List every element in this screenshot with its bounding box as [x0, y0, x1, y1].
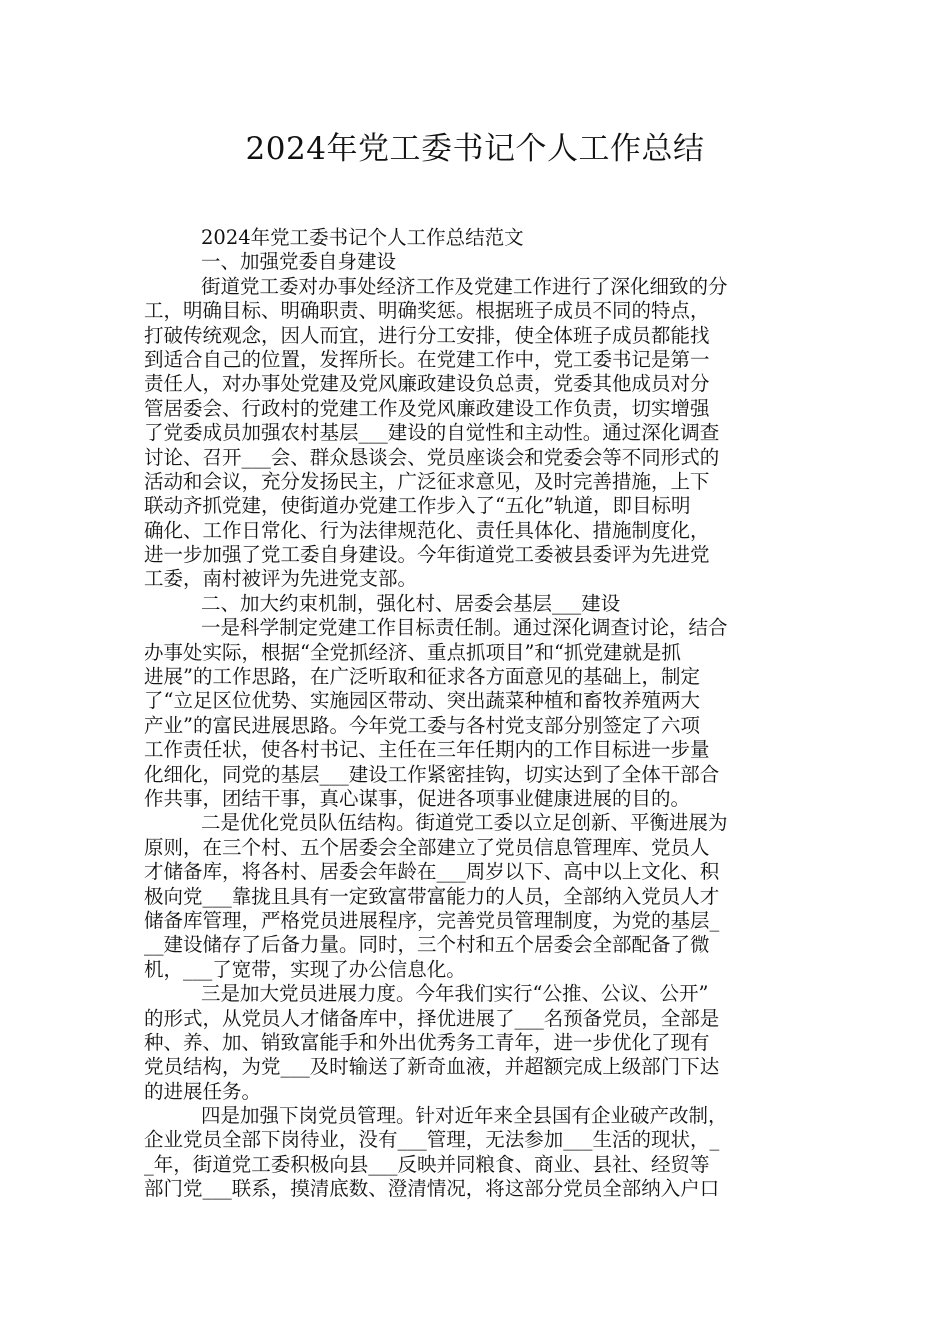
text-line: 工作责任状，使各村书记、主任在三年任期内的工作目标进一步量: [144, 738, 710, 762]
text-line: 极向党___靠拢且具有一定致富带富能力的人员，全部纳入党员人才: [144, 884, 720, 908]
text-line: 联动齐抓党建，使街道办党建工作步入了“五化”轨道，即目标明: [144, 494, 691, 518]
text-line: 机，___了宽带，实现了办公信息化。: [144, 957, 466, 981]
text-line: 四是加强下岗党员管理。针对近年来全县国有企业破产改制，: [201, 1104, 728, 1128]
text-line: 活动和会议，充分发扬民主，广泛征求意见，及时完善措施，上下: [144, 469, 710, 493]
text-line: 确化、工作日常化、行为法律规范化、责任具体化、措施制度化，: [144, 518, 710, 542]
text-line: 了“立足区位优势、实施园区带动、突出蔬菜种植和畜牧养殖两大: [144, 689, 700, 713]
text-line: 一是科学制定党建工作目标责任制。通过深化调查讨论，结合: [201, 616, 728, 640]
text-line: 一、加强党委自身建设: [201, 250, 397, 274]
text-line: 2024年党工委书记个人工作总结范文: [201, 226, 524, 249]
text-line: 三是加大党员进展力度。今年我们实行“公推、公议、公开”: [201, 982, 709, 1006]
text-line: 办事处实际，根据“全党抓经济、重点抓项目”和“抓党建就是抓: [144, 640, 681, 664]
text-line: 储备库管理，严格党员进展程序，完善党员管理制度，为党的基层_: [144, 908, 720, 932]
text-line: 二是优化党员队伍结构。街道党工委以立足创新、平衡进展为: [201, 811, 728, 835]
text-line: 党员结构，为党___及时输送了新奇血液，并超额完成上级部门下达: [144, 1055, 720, 1079]
text-line: 到适合自己的位置，发挥所长。在党建工作中，党工委书记是第一: [144, 347, 710, 371]
text-line: 原则，在三个村、五个居委会全部建立了党员信息管理库、党员人: [144, 835, 710, 859]
text-line: 打破传统观念，因人而宜，进行分工安排，使全体班子成员都能找: [144, 323, 710, 347]
text-line: 部门党___联系，摸清底数、澄清情况，将这部分党员全部纳入户口: [144, 1177, 720, 1201]
text-line: 才储备库，将各村、居委会年龄在___周岁以下、高中以上文化、积: [144, 860, 720, 884]
text-line: 讨论、召开___会、群众恳谈会、党员座谈会和党委会等不同形式的: [144, 445, 720, 469]
text-line: 产业”的富民进展思路。今年党工委与各村党支部分别签定了六项: [144, 713, 700, 737]
text-line: 化细化，同党的基层___建设工作紧密挂钩，切实达到了全体干部合: [144, 762, 720, 786]
text-line: _年，街道党工委积极向县___反映并同粮食、商业、县社、经贸等: [144, 1152, 710, 1176]
text-line: 进一步加强了党工委自身建设。今年街道党工委被县委评为先进党: [144, 543, 710, 567]
text-line: 进展”的工作思路，在广泛听取和征求各方面意见的基础上，制定: [144, 665, 700, 689]
text-line: 责任人，对办事处党建及党风廉政建设负总责，党委其他成员对分: [144, 372, 710, 396]
text-line: 了党委成员加强农村基层___建设的自觉性和主动性。通过深化调查: [144, 421, 720, 445]
text-line: 工，明确目标、明确职责、明确奖惩。根据班子成员不同的特点，: [144, 299, 710, 323]
text-line: 二、加大约束机制，强化村、居委会基层___建设: [201, 591, 621, 615]
text-line: 的形式，从党员人才储备库中，择优进展了___名预备党员，全部是: [144, 1006, 720, 1030]
text-line: __建设储存了后备力量。同时，三个村和五个居委会全部配备了微: [144, 933, 710, 957]
document-body: [144, 226, 806, 1202]
text-line: 作共事，团结干事，真心谋事，促进各项事业健康进展的目的。: [144, 786, 691, 810]
text-line: 种、养、加、销致富能手和外出优秀务工青年，进一步优化了现有: [144, 1030, 710, 1054]
text-line: 街道党工委对办事处经济工作及党建工作进行了深化细致的分: [201, 274, 728, 298]
text-line: 的进展任务。: [144, 1079, 262, 1103]
text-line: 管居委会、行政村的党建工作及党风廉政建设工作负责，切实增强: [144, 396, 710, 420]
text-line: 工委，南村被评为先进党支部。: [144, 567, 418, 591]
text-line: 企业党员全部下岗待业，没有___管理，无法参加___生活的现状，_: [144, 1128, 720, 1152]
document-title: 2024年党工委书记个人工作总结: [245, 131, 705, 167]
